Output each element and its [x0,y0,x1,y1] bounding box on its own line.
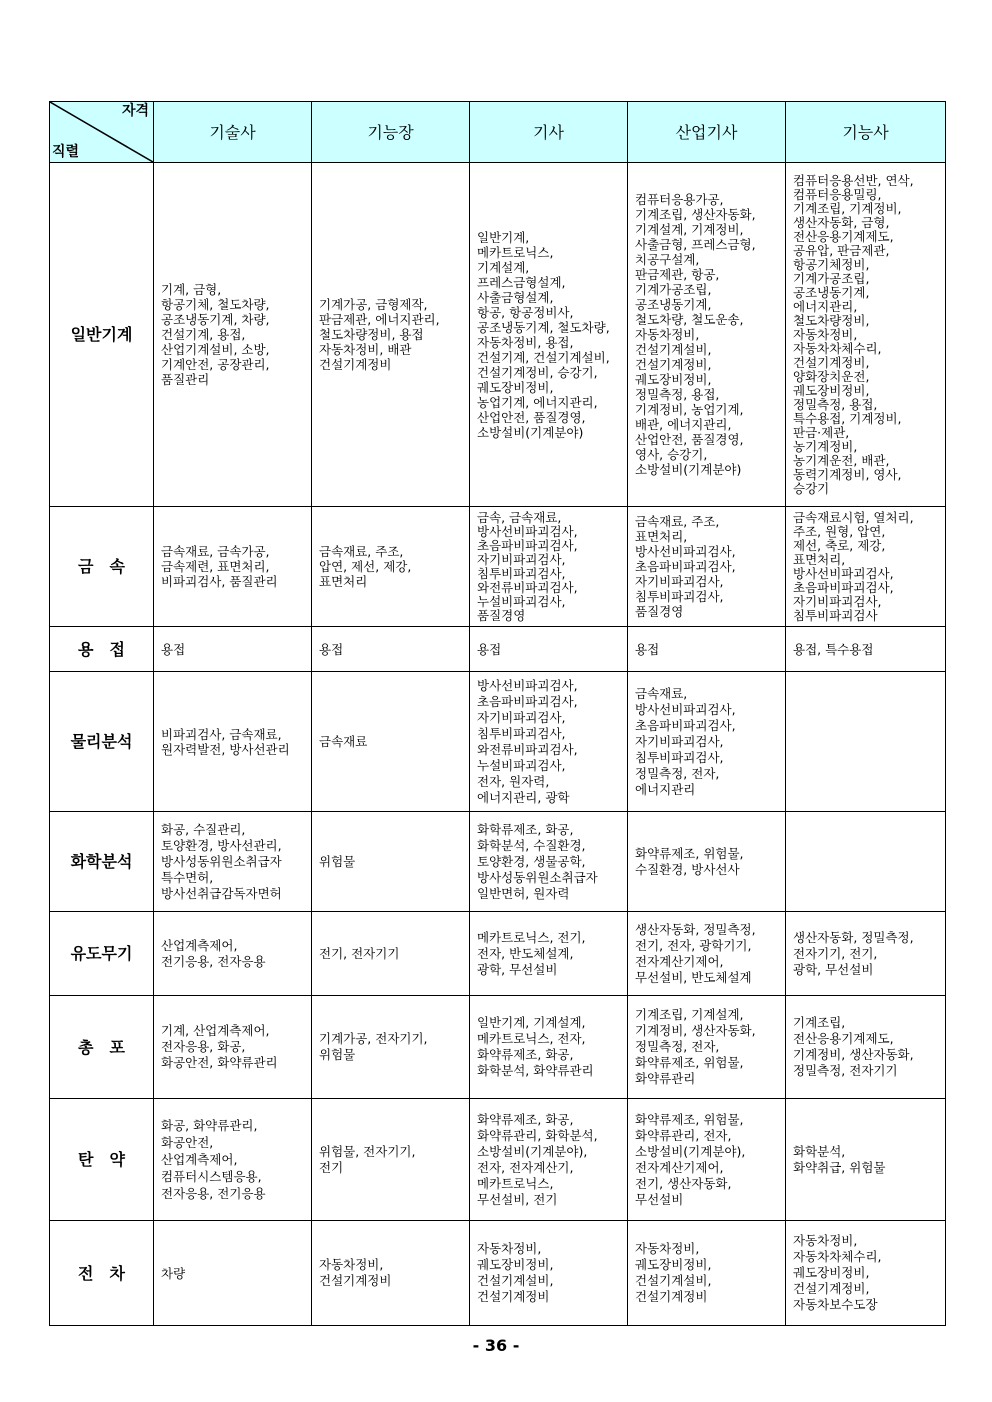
table-cell: 금속재료, 금속가공, 금속제련, 표면처리, 비파괴검사, 품질관리 [154,507,312,627]
table-row [50,672,946,812]
row-category: 화학분석 [50,812,154,912]
table-cell: 화학류제조, 화공, 화학분석, 수질환경, 토양환경, 생물공학, 방사성동위원소취급자 일반면허, 원자력 [470,812,628,912]
table-cell [786,672,946,812]
row-category: 탄 약 [50,1099,154,1221]
row-category: 일반기계 [50,163,154,507]
column-header: 기술사 [154,102,312,163]
row-category: 총 포 [50,996,154,1099]
qualification-table [49,101,946,1326]
table-cell: 기계, 금형, 항공기체, 철도차량, 공조냉동기계, 차량, 건설기계, 용접, 산업기계설비, 소방, 기계안전, 공장관리, 품질관리 [154,163,312,507]
table-cell: 위험물 [312,812,470,912]
column-header: 기능사 [786,102,946,163]
table-cell: 자동차정비, 궤도장비정비, 건설기계설비, 건설기계정비 [470,1221,628,1326]
corner-header-cell [50,102,154,163]
column-header: 기능장 [312,102,470,163]
table-cell: 화약류제조, 화공, 화약류관리, 화학분석, 소방설비(기계분야), 전자, 전자계산기, 메카트로닉스, 무선설비, 전기 [470,1099,628,1221]
column-header: 기사 [470,102,628,163]
column-header: 산업기사 [628,102,786,163]
table-cell: 화약류제조, 위험물, 화약류관리, 전자, 소방설비(기계분야), 전자계산기제어, 전기, 생산자동화, 무선설비 [628,1099,786,1221]
table-cell [786,812,946,912]
table-cell: 컴퓨터응용선반, 연삭, 컴퓨터응용밀링, 기계조립, 기계정비, 생산자동화, 금형, 전산응용기계제도, 공유압, 판금제관, 항공기체정비, 기계가공조립, 공조냉동기계, 에너지관리, 철도차량정비, 자동차정비, 자동차차체수리, 건설기계정비, 양화장치운전, 궤도장비정비, 정밀측정, 용접, 특수용접, 기계정비, 판금·제관, 농기계정비, 농기계운전, 배관, 동력기계정비, 영사, 승강기 [786,163,946,507]
row-category: 전 차 [50,1221,154,1326]
table-row [50,627,946,672]
table-cell: 방사선비파괴검사, 초음파비파괴검사, 자기비파괴검사, 침투비파괴검사, 와전류비파괴검사, 누설비파괴검사, 전자, 원자력, 에너지관리, 광학 [470,672,628,812]
table-row [50,912,946,996]
page-number: - 36 - [472,1336,520,1355]
table-cell: 화공, 수질관리, 토양환경, 방사선관리, 방사성동위원소취급자 특수면허, 방사선취급감독자면허 [154,812,312,912]
table-cell: 화약류제조, 위험물, 수질환경, 방사선사 [628,812,786,912]
table-cell: 용접 [470,627,628,672]
row-category: 금 속 [50,507,154,627]
table-cell: 차량 [154,1221,312,1326]
table-cell: 비파괴검사, 금속재료, 원자력발전, 방사선관리 [154,672,312,812]
row-category: 용 접 [50,627,154,672]
table-cell: 용접, 특수용접 [786,627,946,672]
corner-label-qualification: 자격 [121,103,149,119]
table-cell: 위험물, 전자기기, 전기 [312,1099,470,1221]
corner-label-series: 직렬 [52,144,80,160]
table-cell: 일반기계, 기계설계, 메카트로닉스, 전자, 화약류제조, 화공, 화학분석, 화약류관리 [470,996,628,1099]
table-cell: 메카트로닉스, 전기, 전자, 반도체설계, 광학, 무선설비 [470,912,628,996]
table-row [50,1221,946,1326]
header-row [50,102,946,163]
table-cell: 화학분석, 화약취급, 위험물 [786,1099,946,1221]
table-cell: 생산자동화, 정밀측정, 전기, 전자, 광학기기, 전자계산기제어, 무선설비, 반도체설계 [628,912,786,996]
table-row [50,812,946,912]
table-cell: 기계가공, 전자기기, 위험물 [312,996,470,1099]
table-cell: 자동차정비, 궤도장비정비, 건설기계설비, 건설기계정비 [628,1221,786,1326]
row-category: 유도무기 [50,912,154,996]
table-cell: 기계가공, 금형제작, 판금제관, 에너지관리, 철도차량정비, 용접 자동차정비, 배관 건설기계정비 [312,163,470,507]
table-cell: 용접 [312,627,470,672]
table-cell: 기계조립, 기계설계, 기계정비, 생산자동화, 정밀측정, 전자, 화약류제조, 위험물, 화약류관리 [628,996,786,1099]
table-cell: 금속재료, 주조, 압연, 제선, 제강, 표면처리 [312,507,470,627]
table-cell: 자동차정비, 건설기계정비 [312,1221,470,1326]
table-cell: 컴퓨터응용가공, 기계조립, 생산자동화, 기계설계, 기계정비, 사출금형, 프레스금형, 치공구설계, 판금제관, 항공, 기계가공조립, 공조냉동기계, 철도차량, 철도운송, 자동차정비, 건설기계설비, 건설기계정비, 궤도장비정비, 정밀측정, 용접, 기계정비, 농업기계, 배관, 에너지관리, 산업안전, 품질경영, 영사, 승강기, 소방설비(기계분야) [628,163,786,507]
table-row [50,996,946,1099]
table-cell: 산업계측제어, 전기응용, 전자응용 [154,912,312,996]
table-cell: 금속재료, 방사선비파괴검사, 초음파비파괴검사, 자기비파괴검사, 침투비파괴검사, 정밀측정, 전자, 에너지관리 [628,672,786,812]
table-cell: 금속재료 [312,672,470,812]
table-cell: 기계조립, 전산응용기계제도, 기계정비, 생산자동화, 정밀측정, 전자기기 [786,996,946,1099]
table-row [50,163,946,507]
table-cell: 용접 [628,627,786,672]
table-cell: 전기, 전자기기 [312,912,470,996]
table-cell: 기계, 산업계측제어, 전자응용, 화공, 화공안전, 화약류관리 [154,996,312,1099]
table-cell: 화공, 화약류관리, 화공안전, 산업계측제어, 컴퓨터시스템응용, 전자응용, 전기응용 [154,1099,312,1221]
table-cell: 생산자동화, 정밀측정, 전자기기, 전기, 광학, 무선설비 [786,912,946,996]
table-cell: 금속재료, 주조, 표면처리, 방사선비파괴검사, 초음파비파괴검사, 자기비파괴검사, 침투비파괴검사, 품질경영 [628,507,786,627]
table-cell: 금속, 금속재료, 방사선비파괴검사, 초음파비파괴검사, 자기비파괴검사, 침투비파괴검사, 와전류비파괴검사, 누설비파괴검사, 품질경영 [470,507,628,627]
table-row [50,507,946,627]
table-cell: 자동차정비, 자동차차체수리, 궤도장비정비, 건설기계정비, 자동차보수도장 [786,1221,946,1326]
table-cell: 일반기계, 메카트로닉스, 기계설계, 프레스금형설계, 사출금형설계, 항공, 항공정비사, 공조냉동기계, 철도차량, 자동차정비, 용접, 건설기계, 건설기계설비, 건설기계정비, 승강기, 궤도장비정비, 농업기계, 에너지관리, 산업안전, 품질경영, 소방설비(기계분야) [470,163,628,507]
table-cell: 용접 [154,627,312,672]
table-row [50,1099,946,1221]
row-category: 물리분석 [50,672,154,812]
table-cell: 금속재료시험, 열처리, 주조, 원형, 압연, 제선, 축로, 제강, 표면처리, 방사선비파괴검사, 초음파비파괴검사, 자기비파괴검사, 침투비파괴검사 [786,507,946,627]
